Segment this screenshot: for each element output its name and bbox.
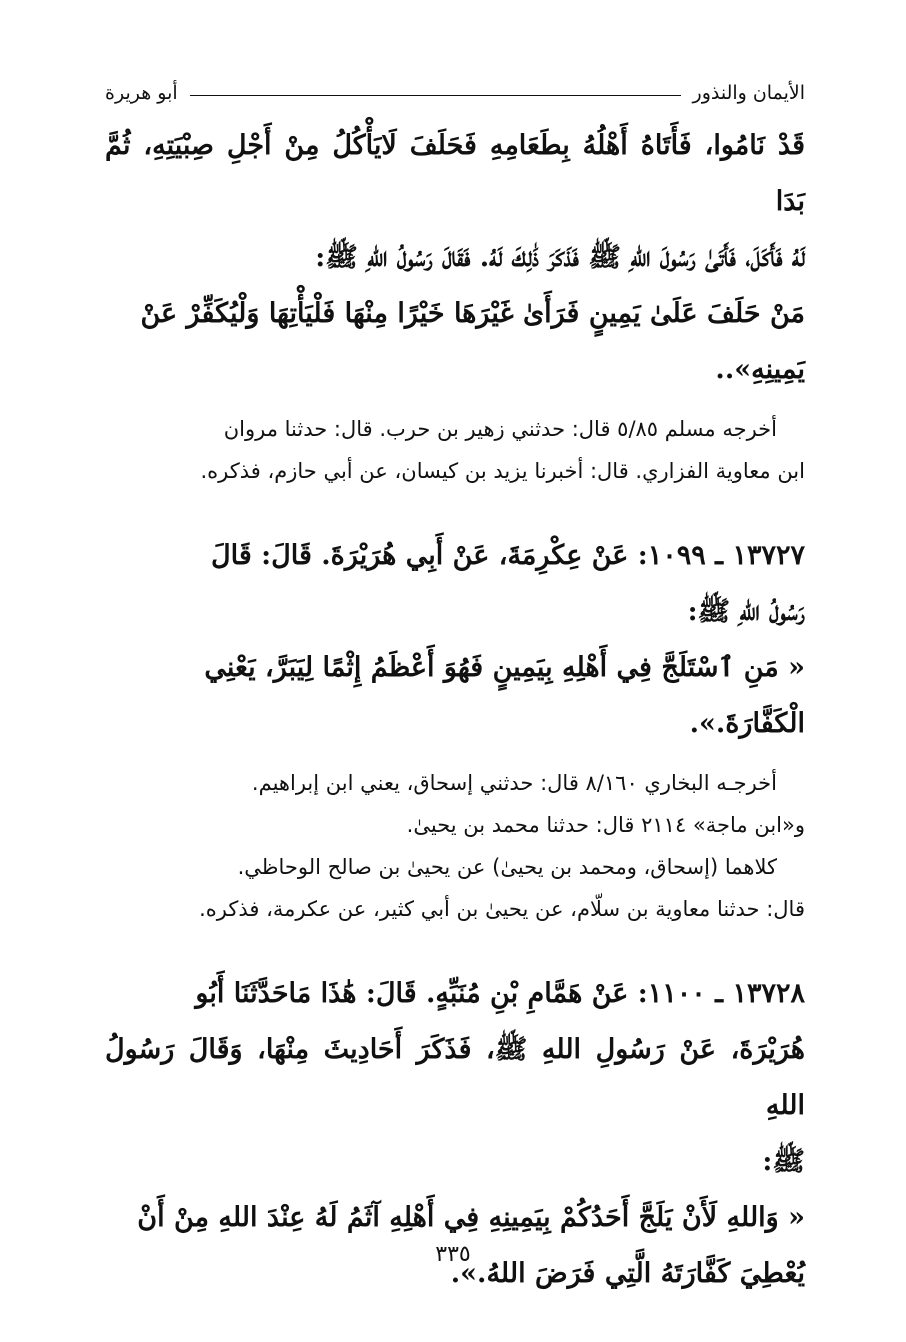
running-header [105,78,805,108]
matn-line: هُرَيْرَةَ، عَنْ رَسُولِ اللهِ ﷺ، فَذَكَرَ أَحَادِيثَ مِنْهَا، وَقَالَ رَسُولُ اللهِ [105,1034,805,1121]
matn-line: ﷺ: [762,1146,805,1177]
page-number: ٣٣٥ [435,1242,471,1267]
narrator-title: أبو هريرة [105,82,178,104]
matn-line: ١٣٧٢٧ ـ ١٠٩٩: عَنْ عِكْرِمَةَ، عَنْ أَبِي هُرَيْرَةَ. قَالَ: قَالَ [211,540,805,571]
matn-line: رَسُولُ اللهِ ﷺ: [687,596,805,627]
hadith-13727 [105,528,805,930]
takhrij-line: ابن معاوية الفزاري. قال: أخبرنا يزيد بن كيسان، عن أبي حازم، فذكره. [200,459,805,483]
hadith-continuation [105,118,805,492]
matn-line: يَمِينِهِ».. [715,354,805,385]
matn-line: « وَاللهِ لَأَنْ يَلَجَّ أَحَدُكُمْ بِيَمِينِهِ فِي أَهْلِهِ آثَمُ لَهُ عِنْدَ اللهِ مِنْ أَنْ [137,1202,805,1233]
takhrij-line: كلاهما (إسحاق، ومحمد بن يحيىٰ) عن يحيىٰ بن صالح الوحاظي. [237,855,777,879]
matn-line: يُعْطِيَ كَفَّارَتَهُ الَّتِي فَرَضَ اللهُ.». [450,1258,805,1289]
matn-line: قَدْ نَامُوا، فَأَتَاهُ أَهْلُهُ بِطَعَامِهِ فَحَلَفَ لَايَأْكُلُ مِنْ أَجْلِ صِبْيَتِهِ، ثُمَّ بَدَا [105,130,805,217]
matn-line: الْكَفَّارَةَ.». [689,708,805,739]
header-rule [190,95,681,96]
book-page [105,78,805,1289]
matn-line: ١٣٧٢٨ ـ ١١٠٠: عَنْ هَمَّامِ بْنِ مُنَبِّهٍ. قَالَ: هَٰذَا مَاحَدَّثَنَا أَبُو [195,978,805,1009]
matn-line: مَنْ حَلَفَ عَلَىٰ يَمِينٍ فَرَأَىٰ غَيْرَهَا خَيْرًا مِنْهَا فَلْيَأْتِهَا وَلْيُكَفِّرْ عَنْ [140,298,805,329]
takhrij-line: أخرجه مسلم ٥/٨٥ قال: حدثني زهير بن حرب. قال: حدثنا مروان [223,417,777,441]
takhrij-line: قال: حدثنا معاوية بن سلّام، عن يحيىٰ بن أبي كثير، عن عكرمة، فذكره. [199,897,805,921]
takhrij-line: و«ابن ماجة» ٢١١٤ قال: حدثنا محمد بن يحيىٰ. [406,813,805,837]
chapter-title: الأيمان والنذور [692,82,805,104]
matn-line: لَهُ فَأَكَلَ، فَأَتَىٰ رَسُولَ اللهِ ﷺ فَذَكَرَ ذَٰلِكَ لَهُ. فَقَالَ رَسُولُ اللهِ ﷺ: [315,242,805,273]
matn-line: « مَنِ ٱسْتَلَجَّ فِي أَهْلِهِ بِيَمِينٍ فَهُوَ أَعْظَمُ إِثْمًا لِيَبَرَّ، يَعْنِي [204,652,805,683]
takhrij-line: أخرجـه البخاري ٨/١٦٠ قال: حدثني إسحاق، يعني ابن إبراهيم. [251,771,777,795]
